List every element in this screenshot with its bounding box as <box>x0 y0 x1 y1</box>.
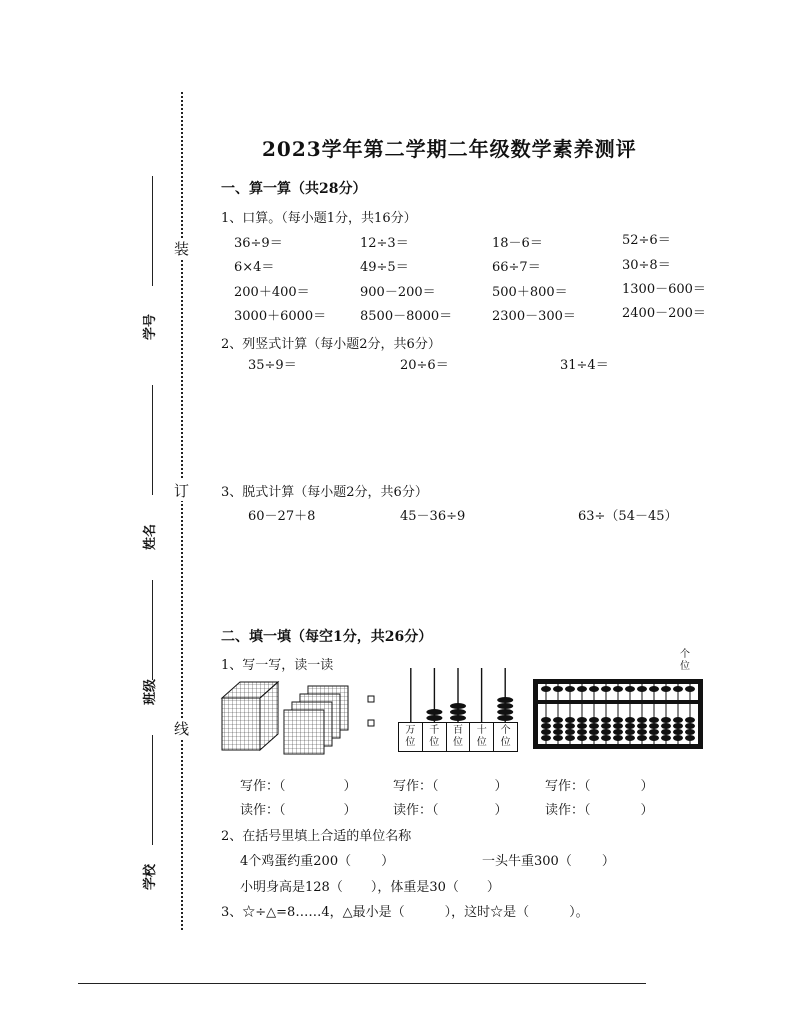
abacus-col-label: 十位 <box>470 723 494 751</box>
suanpan-bead <box>661 717 671 723</box>
abacus-col-label: 千位 <box>423 723 447 751</box>
field-xuexiao: 学校 <box>143 863 158 890</box>
oral-item: 8500－8000＝ <box>360 309 453 324</box>
suanpan-bead <box>601 735 611 741</box>
abacus-col-label: 万位 <box>399 723 423 751</box>
suanpan-bead <box>589 729 599 735</box>
s2-q3 <box>221 901 589 920</box>
suanpan-bead <box>673 686 683 692</box>
unit-text: ），体重是30（ <box>370 880 459 895</box>
suanpan-bead <box>649 717 659 723</box>
abacus-bead <box>497 703 513 709</box>
abacus-bead <box>497 697 513 703</box>
suanpan-bead <box>649 729 659 735</box>
write-label <box>393 775 508 794</box>
suanpan-bead <box>577 686 587 692</box>
oral-item: 6×4＝ <box>234 260 275 275</box>
field-xuehao: 学号 <box>143 313 158 340</box>
suanpan-bead <box>637 729 647 735</box>
q2-label: 2、列竖式计算（每小题2分，共6分） <box>221 337 441 352</box>
xuexiao-line <box>152 735 153 845</box>
section2-heading: 二、填一填（每空1分，共26分） <box>221 629 433 645</box>
close-paren: ） <box>343 779 357 794</box>
suanpan-bead <box>589 717 599 723</box>
suanpan-bead <box>553 717 563 723</box>
suanpan-bead <box>637 717 647 723</box>
suanpan-bead <box>625 686 635 692</box>
suanpan-bead <box>673 729 683 735</box>
suanpan-bead <box>601 729 611 735</box>
abacus-bead <box>497 715 513 721</box>
suanpan-bead <box>625 723 635 729</box>
s2-q2-label: 2、在括号里填上合适的单位名称 <box>221 829 412 844</box>
abacus-label-row <box>398 722 518 752</box>
suanpan-bead <box>565 717 575 723</box>
suanpan-bead <box>613 717 623 723</box>
suanpan-bead <box>577 717 587 723</box>
suanpan-image <box>532 678 704 750</box>
suanpan-bead <box>637 686 647 692</box>
unit-line1b <box>482 850 615 869</box>
oral-item: 12÷3＝ <box>360 236 409 251</box>
read-label <box>393 799 508 818</box>
binding-char-ding: 订 <box>174 482 190 500</box>
oral-item: 2400－200＝ <box>622 306 706 321</box>
suanpan-bead <box>649 723 659 729</box>
write-label <box>545 775 654 794</box>
suanpan-bead <box>625 729 635 735</box>
abacus-bead <box>450 715 466 721</box>
unit-text: 4个鸡蛋约重200（ <box>240 854 352 869</box>
suanpan-label: 个位 <box>680 649 690 672</box>
suanpan-bead <box>661 723 671 729</box>
oral-item: 18－6＝ <box>492 236 543 251</box>
suanpan-bead <box>649 735 659 741</box>
q1-label: 1、口算。（每小题1分，共16分） <box>221 211 417 226</box>
suanpan-bead <box>601 723 611 729</box>
base-ten-blocks-image <box>220 676 380 756</box>
read-text: 读作：（ <box>240 803 286 818</box>
suanpan-bead <box>577 723 587 729</box>
field-xingming: 姓名 <box>143 523 158 550</box>
suanpan-bead <box>625 717 635 723</box>
close-paren: ） <box>381 854 395 869</box>
suanpan-bead <box>589 686 599 692</box>
suanpan-bead <box>565 723 575 729</box>
abacus-bead <box>497 709 513 715</box>
suanpan-bead <box>661 735 671 741</box>
oral-item: 3000＋6000＝ <box>234 309 327 324</box>
suanpan-bead <box>541 723 551 729</box>
bottom-rule <box>78 983 646 984</box>
binding-dotted-line <box>181 92 183 930</box>
suanpan-bead <box>625 735 635 741</box>
q3-text: ）。 <box>569 905 589 920</box>
read-label <box>545 799 654 818</box>
abacus-bead <box>450 709 466 715</box>
read-label <box>240 799 357 818</box>
unit-text: 小明身高是128（ <box>240 880 343 895</box>
suanpan-bead <box>613 729 623 735</box>
suanpan-bead <box>565 686 575 692</box>
suanpan-bead <box>685 735 695 741</box>
close-paren: ） <box>343 803 357 818</box>
close-paren: ） <box>640 779 654 794</box>
suanpan-bead <box>649 686 659 692</box>
step-calc-item: 63÷（54－45） <box>578 509 678 524</box>
oral-item: 49÷5＝ <box>360 260 409 275</box>
unit-text: 一头牛重300（ <box>482 854 572 869</box>
suanpan-bead <box>685 723 695 729</box>
suanpan-bead <box>685 729 695 735</box>
binding-char-zhuang: 装 <box>174 240 190 258</box>
suanpan-bead <box>577 735 587 741</box>
write-text: 写作：（ <box>545 779 591 794</box>
suanpan-bead <box>577 729 587 735</box>
suanpan-bead <box>637 735 647 741</box>
suanpan-bead <box>541 735 551 741</box>
suanpan-bead <box>685 686 695 692</box>
close-paren: ） <box>494 779 508 794</box>
banji-line <box>152 580 153 680</box>
close-paren: ） <box>486 880 500 895</box>
write-text: 写作：（ <box>393 779 439 794</box>
close-paren: ） <box>601 854 615 869</box>
suanpan-bead <box>601 717 611 723</box>
binding-char-xian: 线 <box>174 720 190 738</box>
field-banji: 班级 <box>143 678 158 705</box>
suanpan-bead <box>673 723 683 729</box>
suanpan-bead <box>553 729 563 735</box>
suanpan-bead <box>661 686 671 692</box>
suanpan-bead <box>613 723 623 729</box>
page-title: 2023学年第二学期二年级数学素养测评 <box>262 137 637 161</box>
suanpan-bead <box>541 686 551 692</box>
oral-item: 2300－300＝ <box>492 309 576 324</box>
suanpan-bead <box>673 717 683 723</box>
oral-item: 30÷8＝ <box>622 258 671 273</box>
q3-text: ），这时☆是（ <box>444 905 530 920</box>
write-text: 写作：（ <box>240 779 286 794</box>
suanpan-bead <box>589 723 599 729</box>
vertical-calc-item: 31÷4＝ <box>560 358 609 373</box>
unit-line2 <box>240 876 500 895</box>
suanpan-bead <box>613 686 623 692</box>
oral-item: 36÷9＝ <box>234 236 283 251</box>
read-text: 读作：（ <box>545 803 591 818</box>
suanpan-bead <box>613 735 623 741</box>
q3-text: 3、☆÷△=8……4，△最小是（ <box>221 905 405 920</box>
write-label <box>240 775 357 794</box>
oral-item: 200＋400＝ <box>234 285 310 300</box>
suanpan-bead <box>661 729 671 735</box>
close-paren: ） <box>494 803 508 818</box>
suanpan-bead <box>601 686 611 692</box>
unit-line1a <box>240 850 394 869</box>
vertical-calc-item: 20÷6＝ <box>400 358 449 373</box>
suanpan-bead <box>553 686 563 692</box>
oral-item: 52÷6＝ <box>622 233 671 248</box>
suanpan-bead <box>553 735 563 741</box>
step-calc-item: 45－36÷9 <box>400 509 466 524</box>
suanpan-bead <box>553 723 563 729</box>
step-calc-item: 60－27＋8 <box>248 509 316 524</box>
suanpan-bead <box>541 717 551 723</box>
suanpan-bead <box>565 735 575 741</box>
suanpan-bead <box>565 729 575 735</box>
oral-item: 500＋800＝ <box>492 285 568 300</box>
suanpan-bead <box>541 729 551 735</box>
oral-item: 900－200＝ <box>360 285 436 300</box>
suanpan-bead <box>637 723 647 729</box>
suanpan-bead <box>685 717 695 723</box>
s2-q1-label: 1、写一写，读一读 <box>221 658 334 673</box>
abacus-bead <box>450 703 466 709</box>
close-paren: ） <box>640 803 654 818</box>
xuehao-line <box>152 176 153 286</box>
read-text: 读作：（ <box>393 803 439 818</box>
section1-heading: 一、算一算（共28分） <box>221 181 367 197</box>
q3-label: 3、脱式计算（每小题2分，共6分） <box>221 485 428 500</box>
abacus-bead <box>426 709 442 715</box>
abacus-bead <box>426 715 442 721</box>
suanpan-bead <box>589 735 599 741</box>
oral-item: 1300－600＝ <box>622 282 706 297</box>
vertical-calc-item: 35÷9＝ <box>248 358 297 373</box>
abacus-col-label: 个位 <box>500 725 511 748</box>
suanpan-bead <box>673 735 683 741</box>
xingming-line <box>152 385 153 495</box>
oral-item: 66÷7＝ <box>492 260 541 275</box>
abacus-col-label: 百位 <box>447 723 471 751</box>
